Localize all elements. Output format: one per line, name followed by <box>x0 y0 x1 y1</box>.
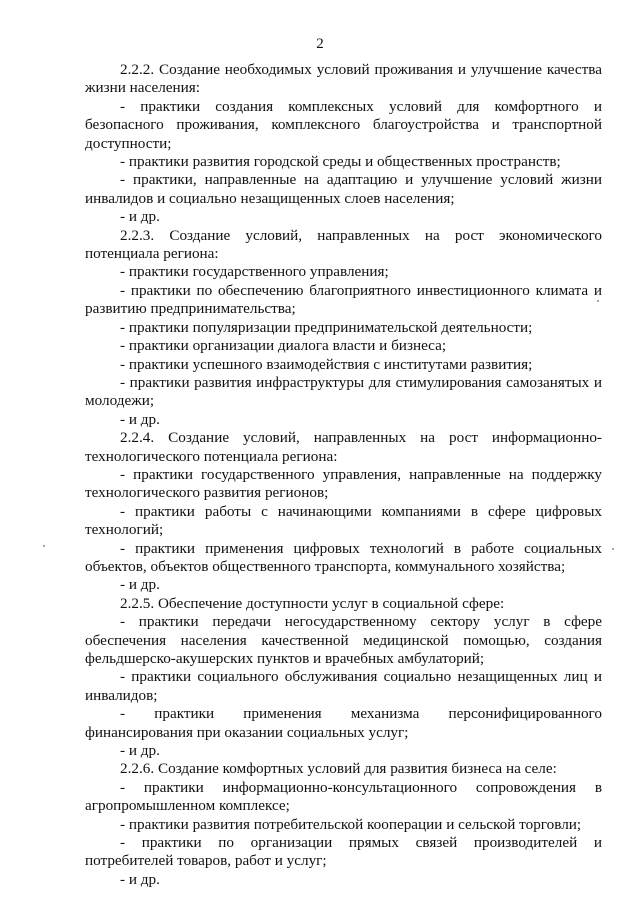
section-heading-2-2-6: 2.2.6. Создание комфортных условий для развития бизнеса на селе: <box>120 760 557 778</box>
list-item: - практики популяризации предпринимательской деятельности; <box>120 318 533 336</box>
list-item: - практики развития городской среды и общественных пространств; <box>120 153 561 171</box>
list-item: - практики по организации прямых связей производителей и потребителей товаров, работ и услуг; <box>85 834 602 870</box>
scan-speck <box>612 548 614 550</box>
scan-speck <box>597 300 599 302</box>
list-item: - и др. <box>120 576 160 594</box>
list-item: - практики информационно-консультационного сопровождения в агропромышленном комплексе; <box>85 778 602 815</box>
list-item: - практики успешного взаимодействия с институтами развития; <box>120 355 533 373</box>
list-item: - практики государственного управления, направленные на поддержку технологического развития регионов; <box>85 465 602 502</box>
list-item: - практики создания комплексных условий для комфортного и безопасного проживания, комплексного благоустройства и транспортной доступности; <box>85 97 602 152</box>
list-item: - и др. <box>120 208 160 226</box>
list-item: - практики применения цифровых технологий в работе социальных объектов, объектов общественного транспорта, коммунального хозяйства; <box>85 539 602 575</box>
section-heading-2-2-3: 2.2.3. Создание условий, направленных на рост экономического потенциала региона: <box>85 226 602 263</box>
list-item: - практики, направленные на адаптацию и улучшение условий жизни инвалидов и социально незащищенных слоев населения; <box>85 171 602 207</box>
section-heading-2-2-2: 2.2.2. Создание необходимых условий проживания и улучшение качества жизни населения: <box>85 61 602 97</box>
list-item: - практики социального обслуживания социально незащищенных лиц и инвалидов; <box>85 668 602 704</box>
list-item: - и др. <box>120 870 160 888</box>
list-item: - практики применения механизма персонифицированного финансирования при оказании социальных услуг; <box>85 705 602 741</box>
list-item: - и др. <box>120 742 160 760</box>
list-item: - практики развития инфраструктуры для стимулирования самозанятых и молодежи; <box>85 373 602 410</box>
list-item: - практики организации диалога власти и бизнеса; <box>120 337 447 355</box>
list-item: - и др. <box>120 410 160 428</box>
scan-speck <box>43 545 45 547</box>
list-item: - практики работы с начинающими компаниями в сфере цифровых технологий; <box>85 502 602 539</box>
list-item: - практики передачи негосударственному сектору услуг в сфере обеспечения населения качественной медицинской помощью, создания фельдшерско-акушерских пунктов и врачебных амбулаторий; <box>85 613 602 667</box>
page-number: 2 <box>316 36 324 52</box>
document-body <box>85 61 602 889</box>
list-item: - практики развития потребительской кооперации и сельской торговли; <box>120 815 582 833</box>
list-item: - практики по обеспечению благоприятного инвестиционного климата и развитию предпринимательства; <box>85 281 602 318</box>
section-heading-2-2-5: 2.2.5. Обеспечение доступности услуг в социальной сфере: <box>120 594 505 612</box>
section-heading-2-2-4: 2.2.4. Создание условий, направленных на рост информационно-технологического потенциала региона: <box>85 429 602 465</box>
list-item: - практики государственного управления; <box>120 263 389 281</box>
